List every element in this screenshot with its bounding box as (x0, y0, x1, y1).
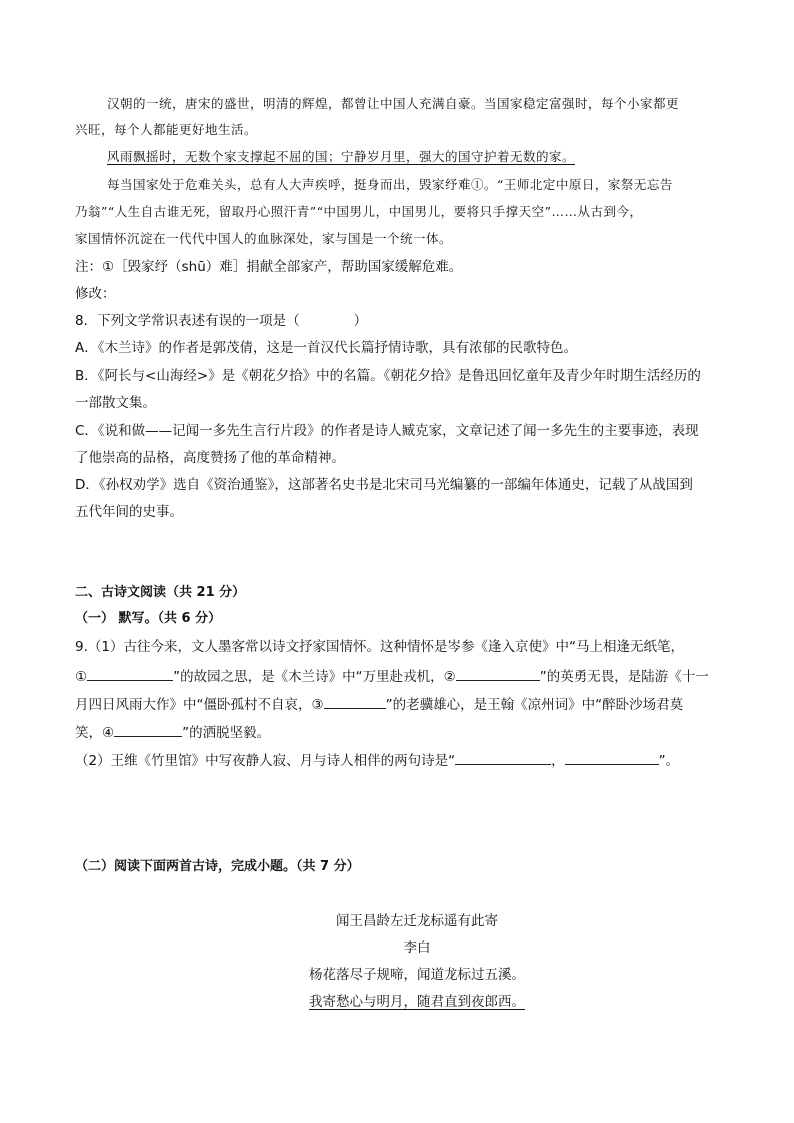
question-9-1-cont (75, 694, 683, 714)
answer-blank-1[interactable] (87, 666, 173, 681)
subsection-1-title: （一） 默写。（共 6 分） (75, 611, 222, 626)
passage-line: 每当国家处于危难关头，总有人大声疾呼，挺身而出，毁家纾难①。“王师北定中原日，家祭无忘告 (107, 177, 673, 192)
option-d-cont: 五代年间的史事。 (75, 504, 183, 520)
question-text: ”的洒脱坚毅。 (182, 725, 271, 741)
question-text: ， (551, 753, 565, 769)
question-text: 月四日风雨大作》中“僵卧孤村不自哀，③ (75, 697, 324, 713)
passage-line: 乃翁”“人生自古谁无死，留取丹心照汗青”“中国男儿，中国男儿，要将只手撑天空”……从古到今， (75, 204, 643, 219)
answer-blank-4[interactable] (114, 722, 182, 737)
poem-author: 李白 (403, 940, 431, 956)
footnote: 注：①［毁家纾（shū）难］捐献全部家产，帮助国家缓解危难。 (75, 259, 463, 275)
option-b: B．《阿长与<山海经>》是《朝花夕拾》中的名篇。《朝花夕拾》是鲁迅回忆童年及青少年时期生活经历的 (75, 368, 701, 384)
question-9-1: 9.（1）古往今来，文人墨客常以诗文抒家国情怀。这种情怀是岑参《逢入京使》中“马上相逢无纸笔， (75, 639, 684, 655)
question-9-1-cont (75, 666, 709, 686)
option-c-cont: 了他崇高的品格，高度赞扬了他的革命精神。 (75, 450, 345, 466)
question-text: ”。 (658, 753, 680, 769)
option-d: D．《孙权劝学》选自《资治通鉴》，这部著名史书是北宋司马光编纂的一部编年体通史，记载了从战国到 (75, 477, 693, 493)
question-text: ”的故园之思，是《木兰诗》中“万里赴戎机，② (173, 669, 456, 685)
answer-blank-3[interactable] (324, 694, 386, 709)
question-text: （2）王维《竹里馆》中写夜静人寂、月与诗人相伴的两句诗是“ (75, 753, 456, 769)
blank-number: ① (75, 669, 88, 685)
answer-blank-6[interactable] (565, 750, 659, 765)
option-b-cont: 一部散文集。 (75, 395, 156, 411)
question-9-1-cont (75, 722, 270, 742)
question-9-2 (75, 750, 679, 770)
question-text: ”的老骥雄心，是王翰《凉州词》中“醉卧沙场君莫 (385, 697, 684, 713)
passage-underlined-sentence: 风雨飘摇时，无数个家支撑起不屈的国；宁静岁月里，强大的国守护着无数的家。 (107, 149, 576, 164)
passage-line: 兴旺，每个人都能更好地生活。 (75, 122, 258, 137)
passage-line: 汉朝的一统，唐宋的盛世，明清的辉煌，都曾让中国人充满自豪。当国家稳定富强时，每个小家都更 (107, 96, 680, 111)
question-text: 笑，④ (75, 725, 115, 741)
poem-line-2 (20, 993, 794, 1011)
question-8-stem: 8．下列文学常识表述有误的一项是（ ） (75, 313, 368, 329)
question-text: ”的英勇无畏，是陆游《十一 (539, 669, 709, 685)
poem-line-1: 杨花落尽子规啼，闻道龙标过五溪。 (309, 967, 525, 983)
poem-title: 闻王昌龄左迁龙标遥有此寄 (336, 913, 498, 929)
poem-line-2-text: 我寄愁心与明月，随君直到夜郎西。 (309, 994, 525, 1010)
option-a: A．《木兰诗》的作者是郭茂倩，这是一首汉代长篇抒情诗歌，具有浓郁的民歌特色。 (75, 340, 577, 356)
answer-blank-5[interactable] (455, 750, 551, 765)
option-c: C．《说和做——记闻一多先生言行片段》的作者是诗人臧克家，文章记述了闻一多先生的主要事迹，表现 (75, 423, 699, 439)
section-2-title: 二、古诗文阅读（共 21 分） (75, 585, 246, 600)
subsection-2-title: （二）阅读下面两首古诗，完成小题。（共 7 分） (75, 859, 360, 874)
passage-line: 家国情怀沉淀在一代代中国人的血脉深处，家与国是一个统一体。 (75, 231, 453, 246)
answer-blank-2[interactable] (456, 666, 540, 681)
revise-label: 修改： (75, 286, 116, 302)
